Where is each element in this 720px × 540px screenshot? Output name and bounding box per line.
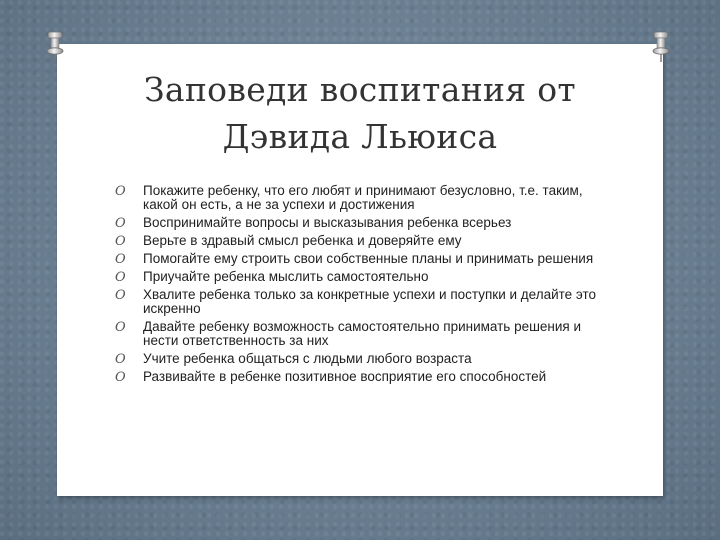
bullet-marker-icon: O [115, 252, 126, 267]
bullet-marker-icon: O [115, 370, 126, 385]
list-item [115, 320, 605, 348]
bullet-marker-icon: O [115, 234, 126, 249]
list-item [115, 184, 605, 212]
slide-card [57, 44, 663, 496]
pushpin-icon [648, 30, 674, 64]
bullet-list [115, 184, 605, 388]
list-item [115, 252, 605, 266]
list-item-text: Давайте ребенку возможность самостоятельно принимать решения и нести ответственность за них [143, 319, 582, 348]
list-item [115, 370, 605, 384]
slide-title-line-1: Заповеди воспитания от [144, 70, 576, 109]
slide-title-line-2: Дэвида Льюиса [222, 117, 498, 156]
list-item [115, 234, 605, 248]
list-item-text: Помогайте ему строить свои собственные планы и принимать решения [143, 251, 594, 266]
list-item [115, 216, 605, 230]
bullet-marker-icon: O [115, 184, 126, 199]
list-item-text: Воспринимайте вопросы и высказывания ребенка всерьез [143, 215, 512, 230]
bullet-marker-icon: O [115, 270, 126, 285]
pushpin-icon [42, 30, 68, 64]
list-item-text: Покажите ребенку, что его любят и принимают безусловно, т.е. таким, какой он есть, а не за успехи и достижения [143, 183, 583, 212]
list-item [115, 270, 605, 284]
list-item-text: Хвалите ребенка только за конкретные успехи и поступки и делайте это искренно [143, 287, 597, 316]
list-item-text: Учите ребенка общаться с людьми любого возраста [143, 351, 472, 366]
list-item-text: Развивайте в ребенке позитивное восприятие его способностей [143, 369, 547, 384]
list-item-text: Верьте в здравый смысл ребенка и доверяйте ему [143, 233, 462, 248]
list-item-text: Приучайте ребенка мыслить самостоятельно [143, 269, 429, 284]
bullet-marker-icon: O [115, 216, 126, 231]
bullet-marker-icon: O [115, 352, 126, 367]
list-item [115, 352, 605, 366]
bullet-marker-icon: O [115, 288, 126, 303]
bullet-marker-icon: O [115, 320, 126, 335]
list-item [115, 288, 605, 316]
slide-title [57, 66, 663, 160]
